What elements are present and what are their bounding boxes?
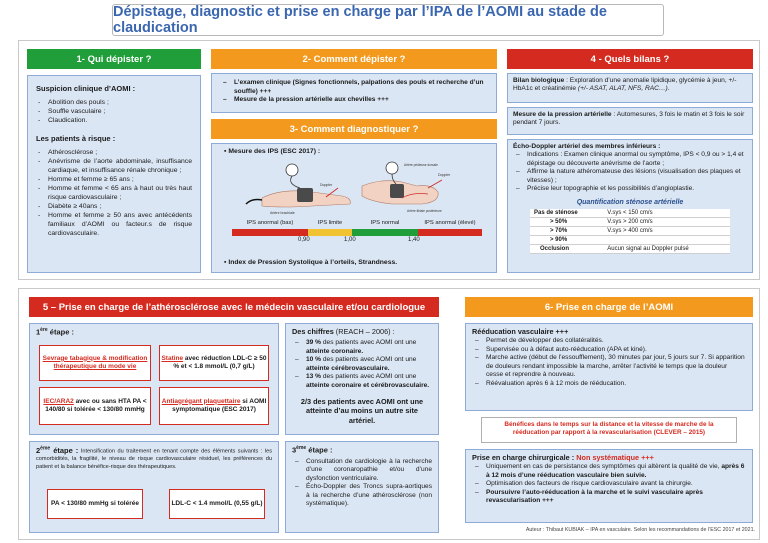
table-row [530,217,730,226]
chir-strong: après 6 à 12 mois d’une rééducation vasculaire bien suivie. [486,463,745,479]
footer-author: Auteur : Thibaut KUBIAK – IPA en vasculaire. Selon les recommandations de l’ESC 2017 et 2021. [525,527,755,533]
ldl-target-text: LDL-C < 1.4 mmol/L (0,55 g/L) [171,499,263,507]
step-box-antiagregant [159,387,269,425]
ips-scale-ticks [232,236,482,246]
statine-text [160,355,268,372]
step-box-pa-target [47,489,143,519]
section-1-header-text: 1- Qui dépister ? [76,53,152,65]
list-item: - Claudication. [36,116,192,125]
chir-text: Uniquement en cas de persistance des symptômes qui altèrent la qualité de vie, [486,463,722,470]
table-row [530,235,730,244]
step-3-num: 3 [292,445,297,455]
step-3-list [292,458,432,510]
list-item: – Réévaluation après 6 à 12 mois de rééducation. [472,380,746,389]
list-item [472,489,746,506]
chiffre-pct: 39 % [306,339,322,346]
chir-title [472,453,746,462]
chiffre-strong: atteinte cérébrovasculaire. [306,364,390,372]
list-item: – L’examen clinique (Signes fonctionnels, palpations des pouls et recherche d’un souffle) +++ [220,79,488,96]
table-row [530,244,730,253]
table-cell: V.sys < 150 cm/s [603,209,730,218]
ips-scale-label-high: IPS anormal (élevé) [424,220,476,226]
list-item: - Abolition des pouls ; [36,98,192,107]
list-item: – Précise leur topographie et les possibilités d’angioplastie. [513,185,747,194]
bilan-bio-text [513,77,747,94]
bottom-panel [18,288,760,540]
ips-scale-label-normal: IPS normal [370,220,400,226]
step-2-title [36,446,78,455]
list-item: – Marche active (début de l’essoufflement), 30 minutes par jour, 5 jours sur 7. Si apparition de douleurs rendant impossible la marche, arrêter l’activité le temps que la douleur cesse et reprendre à nouveau. [472,354,746,380]
tick-label: 1,00 [344,237,356,243]
reeduc-list [472,337,746,389]
suspicion-title: Suspicion clinique d’AOMI : [36,84,136,93]
section-4-header [507,49,753,69]
section-3-header [211,119,497,139]
section-2-header-text: 2- Comment dépister ? [302,53,406,65]
fig-label-brachial: Artère brachiale [270,211,295,215]
top-panel [18,40,760,280]
step-box-ldl-target [169,489,265,519]
step-2-num: 2 [36,445,41,455]
iec-label: IEC/ARA2 [43,397,74,405]
list-item: - Souffle vasculaire ; [36,107,192,116]
step-3-rest: étape : [306,445,333,455]
section-6-header [465,297,753,317]
pa-text [513,111,747,128]
table-row [530,209,730,218]
section-5-header [29,297,439,317]
section-5-header-text: 5 – Prise en charge de l’athérosclérose avec le médecin vasculaire et/ou cardiologue [42,301,426,313]
fig-label-tibiale: Artère tibiale postérieure [407,209,442,213]
list-item: – Supervisée ou à défaut auto-rééducation (APA et kiné). [472,346,746,355]
chiffre-strong: atteinte coronaire et cérébrovasculaire. [306,381,430,389]
table-row [530,226,730,235]
list-item: - Anévrisme de l’aorte abdominale, insuffisance cardiaque, et insuffisance rénale chronique ; [36,157,192,175]
chir-box [465,449,753,523]
pa-target-text: PA < 130/80 mmHg si tolérée [51,499,139,507]
list-item: - Diabète ≥ 40ans ; [36,202,192,211]
stenosis-table [530,209,730,254]
step-box-sevrage [39,345,151,381]
table-cell: Aucun signal au Doppler pulsé [603,244,730,253]
step-1-num: 1 [36,327,41,337]
step-2-text [36,445,272,471]
list-item: – Consultation de cardiologie à la recherche d’une coronaropathie et/ou d’une dysfonction ventriculaire. [292,458,432,484]
bilan-bio-label: Bilan biologique [513,77,565,84]
list-item: – Permet de développer des collatéralités. [472,337,746,346]
statine-label: Statine [161,354,184,362]
section-6-header-text: 6- Prise en charge de l’AOMI [544,301,674,313]
section-3-box [211,143,497,273]
list-item [472,480,746,489]
chir-strong: Poursuivre l’auto-rééducation à la marche et le suivi vasculaire après revascularisation +++ [486,488,703,505]
risk-list [36,148,192,238]
list-item: – Écho-Doppler des Troncs supra-aortiques à la recherche d’une athérosclérose (non systématique). [292,483,432,509]
list-item: - Homme et femme < 65 ans à haut ou très haut risque cardiovasculaire ; [36,184,192,202]
ips-illustration [242,158,462,216]
section-3-header-text: 3- Comment diagnostiquer ? [289,123,419,135]
step-1-sup: ère [40,327,48,333]
table-cell [603,235,730,244]
quant-title: Quantification sténose artérielle [576,198,684,206]
step-3-box [285,441,439,533]
step-3-title [292,445,432,455]
list-item [292,339,432,356]
antiagregant-text [160,398,268,415]
page-title: Dépistage, diagnostic et prise en charge par l’IPA de l’AOMI au stade de claudication [113,4,607,36]
sevrage-text: Sevrage tabagique & modification thérapeutique du mode vie [42,354,148,370]
chir-title-red: Non systématique +++ [574,453,654,462]
list-item: – Mesure de la pression artérielle aux chevilles +++ [220,96,488,105]
list-item [472,463,746,480]
fig-label-pedieuse: Artère pédieuse dorsale [404,163,438,167]
list-item: – Affirme la nature athéromateuse des lésions (visualisation des plaques et vitesses) ; [513,168,747,185]
chiffre-strong: atteinte coronaire. [306,347,364,355]
echo-list [513,151,747,194]
page-title-box [112,4,664,36]
table-cell: Occlusion [530,244,603,253]
fig-label-doppler-1: Doppler [320,183,333,187]
list-item: - Athérosclérose ; [36,148,192,157]
reeduc-title: Rééducation vasculaire +++ [472,327,569,336]
table-cell: > 70% [530,226,603,235]
ips-scale [232,220,482,258]
echo-title: Écho-Doppler artériel des membres inférieurs : [513,143,661,150]
section-4-header-text: 4 - Quels bilans ? [590,53,670,65]
antiagregant-body: si AOMI symptomatique (ESC 2017) [172,397,267,413]
ips-scale-bar [232,229,482,236]
chir-title-text: Prise en charge chirurgicale : [472,453,575,462]
chiffre-pct: 13 % [306,373,322,381]
chir-list [472,463,746,506]
bilan-bio-body: : Exploration d’une anomalie lipidique, glycémie à jeun, +/- HbA1c et créatinémie [513,77,737,93]
ips-scale-labels [232,220,482,227]
step-box-iec [39,387,151,425]
chiffres-title [292,327,432,336]
fig-label-doppler-2: Doppler [438,173,451,177]
echo-box [507,139,753,273]
step-1-rest: étape : [47,327,74,337]
step-2-box [29,441,279,533]
step-3-sup: ème [296,445,307,451]
step-2-body: Intensification du traitement en tenant compte des éléments suivants : les comorbidités, la fragilité, le niveau de risque cardiovasculaire résiduel, les préférences du patient et la balance bénéfice-risque des thérapeutiques. [36,448,272,470]
list-item: – Indications : Examen clinique anormal ou symptôme, IPS < 0,9 ou > 1,4 et dépistage ou découverte anévrisme de l’aorte ; [513,151,747,168]
ips-footer: ▪ Index de Pression Systolique à l’orteils, Strandness. [224,259,398,266]
chiffres-title-text: Des chiffres [292,327,334,336]
benefit-text: Bénéfices dans le temps sur la distance et la vitesse de marche de la rééducation par rapport à la revascularisation (CLEVER – 2015) [504,421,714,437]
section-2-box [211,73,497,113]
benefit-box [481,417,737,443]
chiffres-list [292,339,432,391]
chir-text: Optimisation des facteurs de risque cardiovasculaire avant la chirurgie. [486,480,693,488]
chiffres-box [285,323,439,435]
ips-scale-label-low: IPS anormal (bas) [246,220,294,226]
table-cell: Pas de sténose [530,209,603,218]
list-item: - Homme et femme ≥ 50 ans avec antécédents familiaux d’AOMI ou facteur.s de risque cardiovasculaire. [36,211,192,238]
chiffre-text: des patients avec AOMI ont une [321,373,417,381]
ips-title: ▪ Mesure des IPS (ESC 2017) : [224,148,321,155]
iec-body: avec ou sans HTA PA < 140/80 si tolérée < 130/80 mmHg [45,397,147,413]
chiffre-text: des patients avec AOMI ont une [321,356,417,364]
pa-label: Mesure de la pression artérielle [513,111,612,118]
risk-title: Les patients à risque : [36,134,116,143]
list-item [292,356,432,373]
antiagregant-label: Antiagrégant plaquettaire [161,397,241,405]
step-2-sup: ème [40,445,51,451]
iec-text [40,398,150,415]
pa-box [507,107,753,135]
statine-body: avec réduction LDL-C ≥ 50 % et < 1.8 mmol/L (0,7 g/L) [173,354,267,370]
tick-label: 0,90 [298,237,310,243]
ips-title-text: Mesure des IPS (ESC 2017) : [228,148,321,155]
table-cell: > 50% [530,217,603,226]
chiffre-text: des patients avec AOMI ont une [321,339,417,346]
screening-list [220,79,488,105]
chiffre-pct: 10 % [306,356,322,364]
bilan-bio-italic: (+/- ASAT, ALAT, NFS, RAC…). [577,85,670,93]
table-cell: V.sys > 200 cm/s [603,217,730,226]
ips-footer-text: Index de Pression Systolique à l’orteils, Strandness. [228,259,398,266]
table-cell: V.sys > 400 cm/s [603,226,730,235]
chiffres-source: (REACH – 2006) : [333,327,395,336]
bilan-bio-box [507,73,753,103]
step-1-title [36,327,272,337]
section-1-box [27,75,201,273]
section-1-header [27,49,201,69]
pa-body: : Automesures, 3 fois le matin et 3 fois le soir pendant 7 jours. [513,111,745,127]
list-item: - Homme et femme ≥ 65 ans ; [36,175,192,184]
step-box-statine [159,345,269,381]
ips-scale-label-limit: IPS limite [317,220,343,226]
list-item [292,373,432,390]
step-2-rest: étape : [50,445,79,455]
reeduc-box [465,323,753,411]
table-cell: > 90% [530,235,603,244]
tick-label: 1,40 [408,237,420,243]
section-2-header [211,49,497,69]
two-thirds-text: 2/3 des patients avec AOMI ont une atteinte d’au moins un autre site artériel. [300,396,424,425]
suspicion-list [36,98,192,125]
